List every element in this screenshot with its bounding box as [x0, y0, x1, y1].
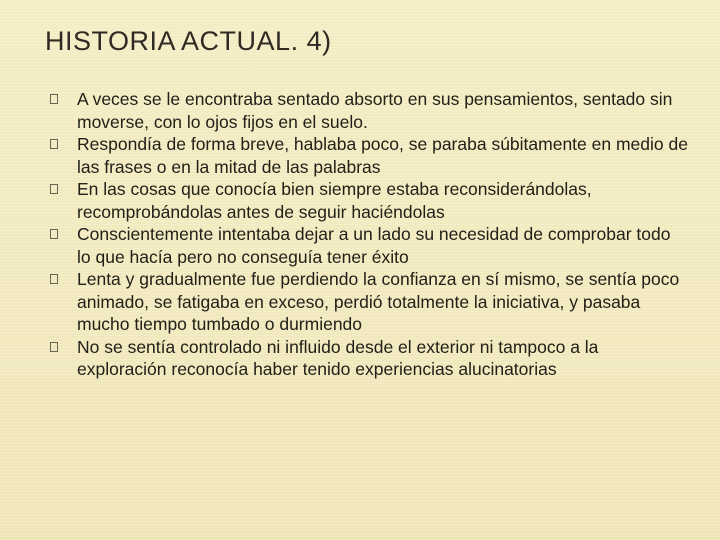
- bullet-item: [48, 336, 688, 381]
- square-bullet-icon: [50, 94, 58, 104]
- bullet-item: [48, 178, 688, 223]
- bullet-item: [48, 133, 688, 178]
- bullet-text: Respondía de forma breve, hablaba poco, se paraba súbitamente en medio de las frases o en la mitad de las palabras: [77, 134, 688, 177]
- bullet-text: No se sentía controlado ni influido desde el exterior ni tampoco a la exploración reconocía haber tenido experiencias alucinatorias: [77, 336, 599, 379]
- bullet-text: A veces se le encontraba sentado absorto en sus pensamientos, sentado sin moverse, con lo ojos fijos en el suelo.: [77, 89, 673, 132]
- square-bullet-icon: [50, 139, 58, 149]
- bullet-item: [48, 88, 688, 133]
- square-bullet-icon: [50, 274, 58, 284]
- bullet-text: Conscientemente intentaba dejar a un lado su necesidad de comprobar todo lo que hacía pero no conseguía tener éxito: [77, 224, 671, 267]
- bullet-item: [48, 223, 688, 268]
- slide-title: HISTORIA ACTUAL. 4): [45, 26, 332, 56]
- bullet-text: En las cosas que conocía bien siempre estaba reconsiderándolas, recomprobándolas antes de seguir haciéndolas: [77, 179, 592, 222]
- bullet-text: Lenta y gradualmente fue perdiendo la confianza en sí mismo, se sentía poco animado, se fatigaba en exceso, perdió totalmente la iniciativa, y pasaba mucho tiempo tumbado o durmiendo: [77, 269, 680, 334]
- square-bullet-icon: [50, 342, 58, 352]
- square-bullet-icon: [50, 184, 58, 194]
- bullet-list: [48, 88, 688, 381]
- bullet-item: [48, 268, 688, 336]
- square-bullet-icon: [50, 229, 58, 239]
